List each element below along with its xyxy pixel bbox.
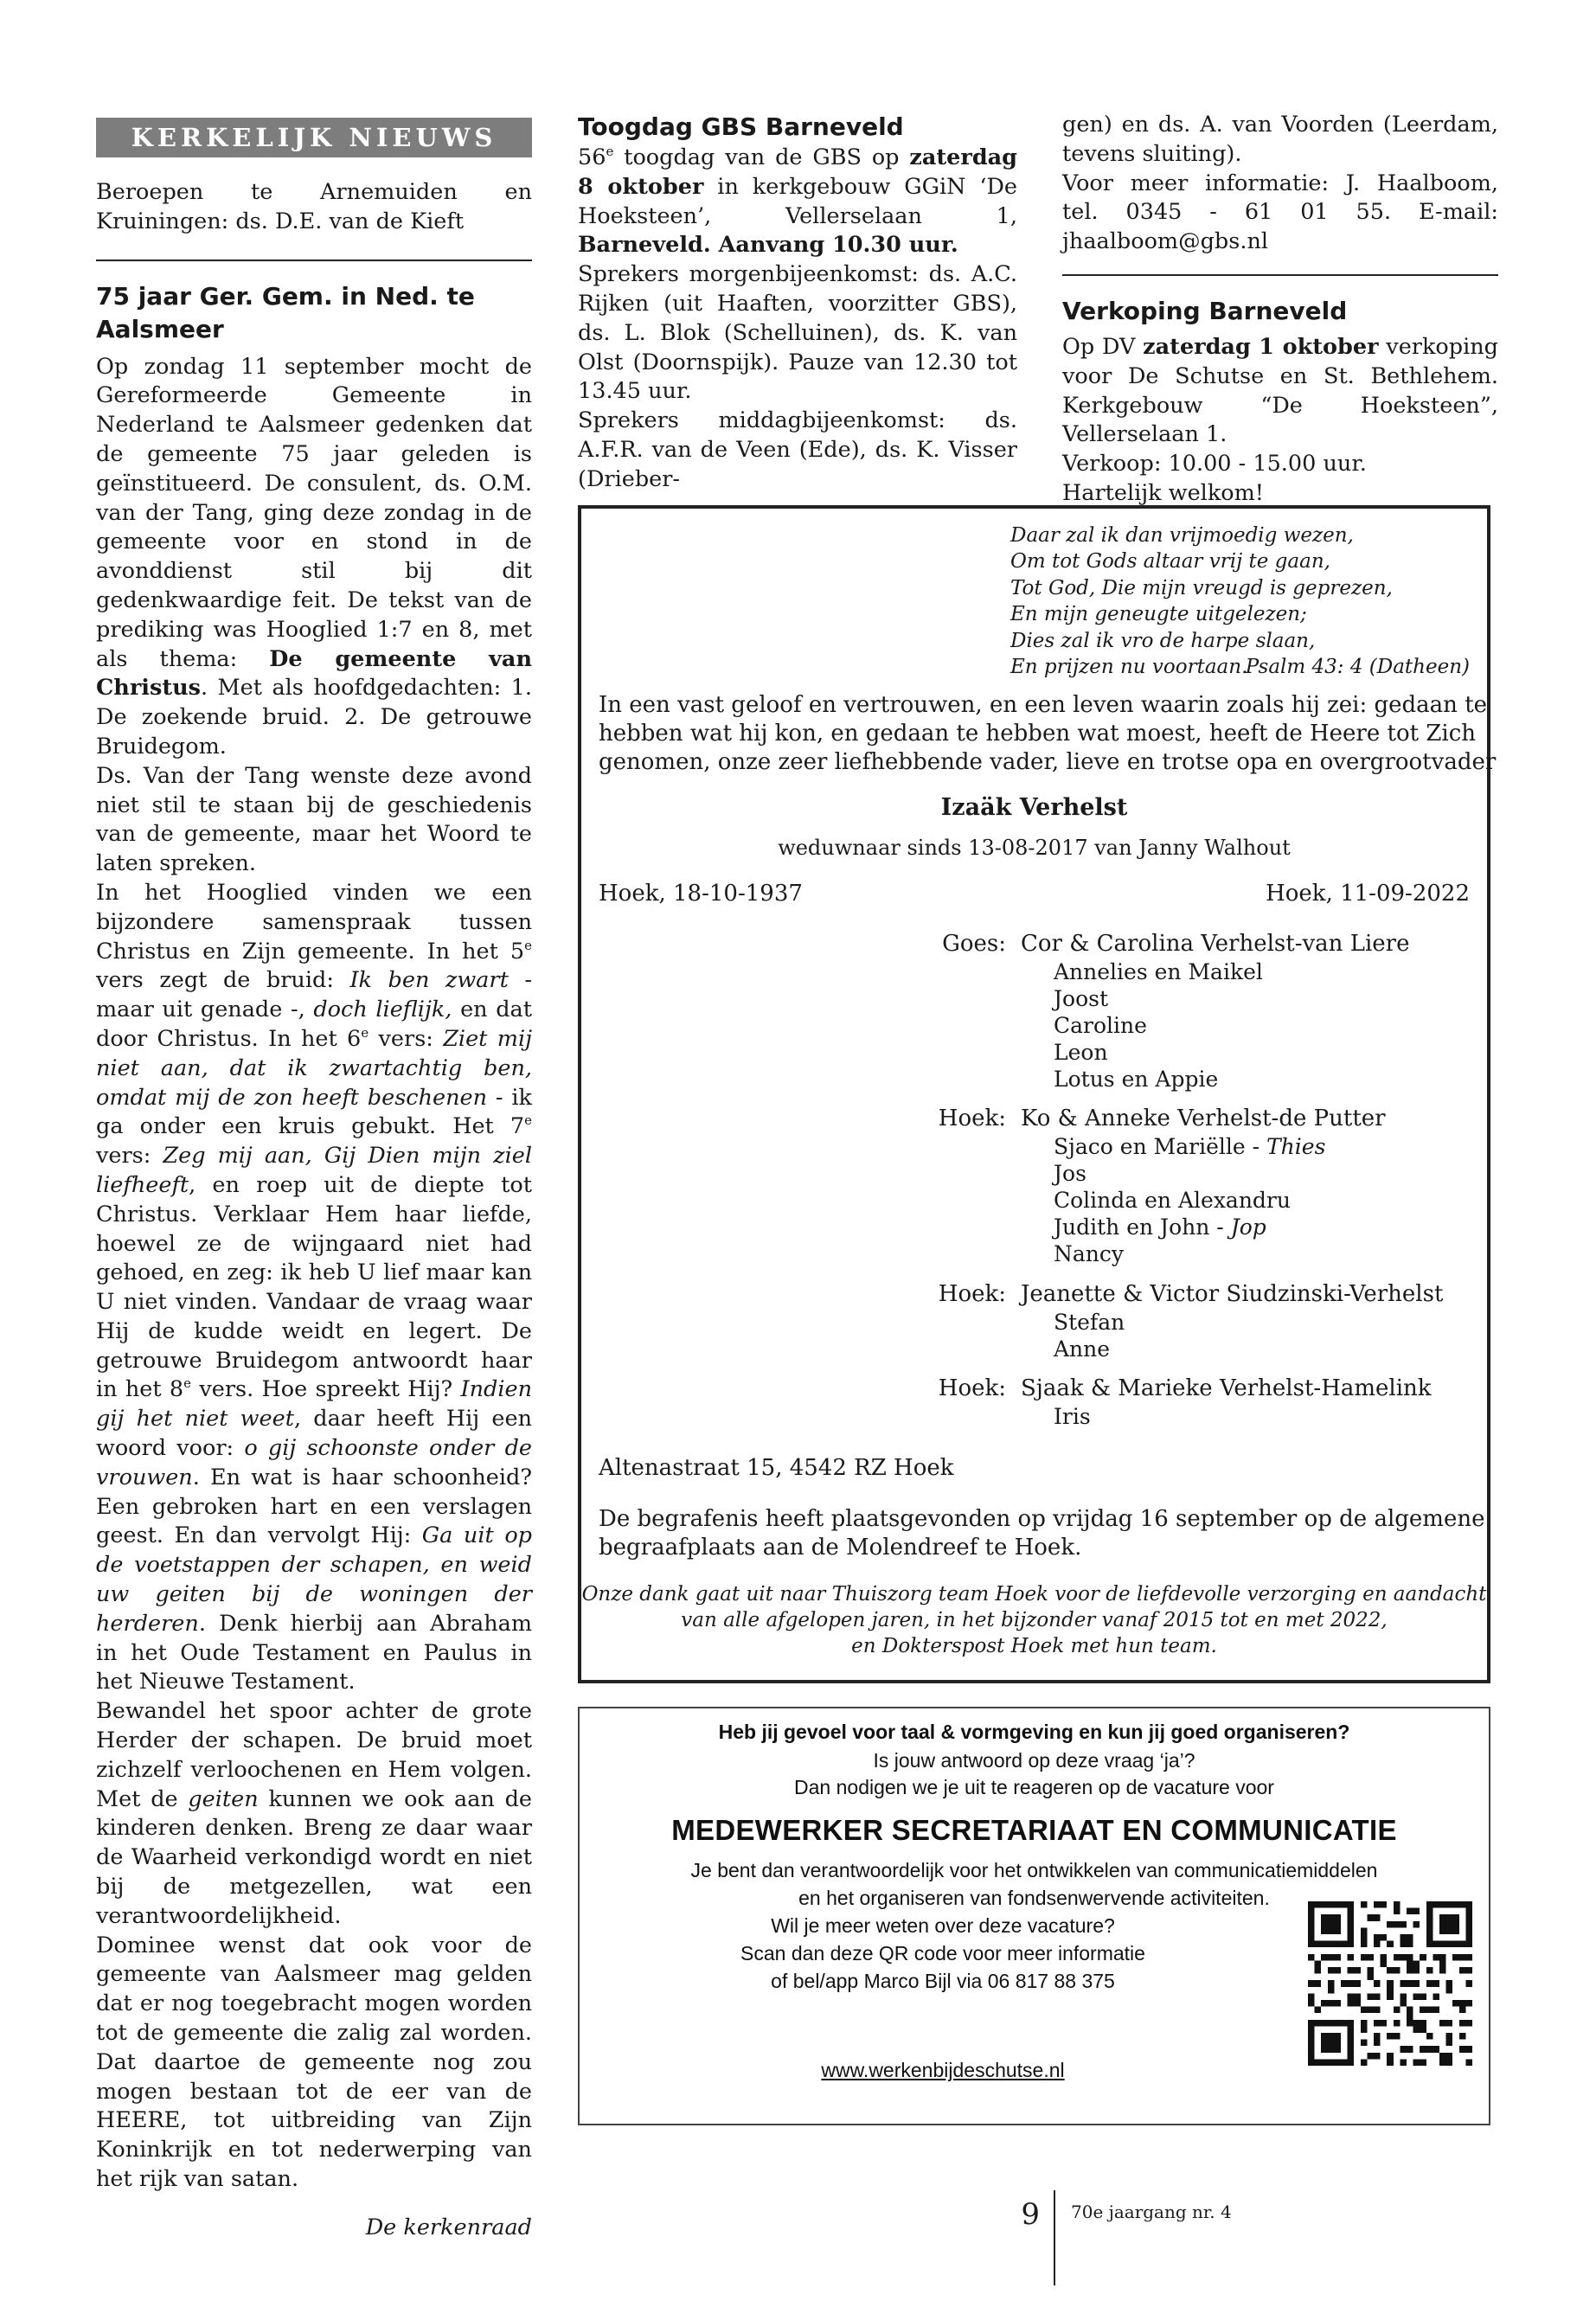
family-place: Hoek: [938, 1281, 1006, 1307]
article-paragraph: In het Hooglied vinden we een bijzondere samenspraak tussen Christus en Zijn gemeente. In het 5e vers zegt de bruid: Ik ben zwart - maar uit genade -, doch lieflijk, en dat door Christus. In het 6e vers: Ziet mij niet aan, dat ik zwartachtig ben, omdat mij de zon heeft beschenen - ik ga onder een kruis gebukt. Het 7e vers: Zeg mij aan, Gij Dien mijn ziel liefheeft, en roep uit de diepte tot Christus. Verklaar Hem haar liefde, hoewel ze de wijngaard niet had gehoed, en zeg: ik heb U lief maar kan U niet vinden. Vandaar de vraag waar Hij de kudde weidt en legert. De getrouwe Bruidegom antwoordt haar in het 8e vers. Hoe spreekt Hij? Indien gij het niet weet, daar heeft Hij een woord voor: o gij schoonste onder de vrouwen. En wat is haar schoonheid? Een gebroken hart en een verslagen geest. En dan vervolgt Hij: Ga uit op de voetstappen der schapen, en weid uw geiten bij de woningen der herderen. Denk hierbij aan Abraham in het Oude Testament en Paulus in het Nieuwe Testament. [96, 879, 533, 1695]
family-member: Jos [1054, 1161, 1086, 1186]
poem-line: Daar zal ik dan vrijmoedig wezen, [1010, 524, 1354, 547]
family-place: Goes: [942, 931, 1006, 957]
toogdag-speakers-afternoon: Sprekers middagbijeenkomst: ds. A.F.R. van de Veen (Ede), ds. K. Visser (Drieber- [578, 407, 1017, 492]
thanks-note: Onze dank gaat uit naar Thuiszorg team Hoek voor de liefdevolle verzorging en aandacht [581, 1583, 1487, 1606]
family-member: Annelies en Maikel [1054, 959, 1263, 984]
poem-line: Dies zal ik vro de harpe slaan, [1010, 630, 1316, 652]
column-kerkelijk-nieuws [96, 118, 532, 2243]
article-signature: De kerkenraad [365, 2214, 532, 2240]
column-verkoping [1062, 111, 1498, 509]
memorial-notice [578, 505, 1497, 1683]
vacancy-description: Je bent dan verantwoordelijk voor het ontwikkelen van communicatiemiddelen [690, 1859, 1378, 1881]
article-paragraph: Dominee wenst dat ook voor de gemeente van Aalsmeer mag gelden dat er nog toegebracht mogen worden tot de gemeente die zalig zal worden. Dat daartoe de gemeente nog zou mogen bestaan tot de eer van de HEERE, tot uitbreiding van Zijn Koninkrijk en tot nederwerping van het rijk van satan. [96, 1932, 532, 2192]
thanks-note: van alle afgelopen jaren, in het bijzonder vanaf 2015 tot en met 2022, [681, 1609, 1388, 1631]
article-paragraph: Ds. Van der Tang wenste deze avond niet stil te staan bij de geschiedenis van de gemeente, maar het Woord te laten spreken. [96, 762, 532, 877]
article-paragraph: Op zondag 11 september mocht de Gereformeerde Gemeente in Nederland te Aalsmeer gedenken dat de gemeente 75 jaar geleden is geïnstitueerd. De consulent, ds. O.M. van der Tang, ging deze zondag in de gemeente voor en stond in de avonddienst stil bij dit gedenkwaardige feit. De tekst van de prediking was Hooglied 1:7 en 8, met als thema: De gemeente van Christus. Met als hoofdgedachten: 1. De zoekende bruid. 2. De getrouwe Bruidegom. [96, 353, 532, 760]
family-member: Nancy [1054, 1241, 1125, 1266]
family-name: Cor & Carolina Verhelst-van Liere [1021, 931, 1410, 957]
vacancy-description: en het organiseren van fondsenwervende activiteiten. [798, 1887, 1270, 1909]
volume-issue: 70e jaargang nr. 4 [1071, 2202, 1232, 2222]
vacancy-line: Is jouw antwoord op deze vraag ‘ja’? [873, 1749, 1195, 1772]
deceased-name: Izaäk Verhelst [940, 794, 1128, 821]
family-place: Hoek: [938, 1106, 1006, 1131]
poem-line: En mijn geneugte uitgelezen; [1010, 603, 1307, 625]
family-member: Lotus en Appie [1054, 1067, 1219, 1092]
family-member: Stefan [1054, 1310, 1125, 1335]
memorial-intro: In een vast geloof en vertrouwen, en een leven waarin zoals hij zei: gedaan te [599, 692, 1488, 718]
psalm-reference: Psalm 43: 4 (Datheen) [1245, 656, 1470, 678]
funeral-note: begraafplaats aan de Molendreef te Hoek. [599, 1535, 1082, 1561]
widower-line: weduwnaar sinds 13-08-2017 van Janny Walhout [778, 836, 1291, 860]
divider [1062, 274, 1498, 276]
family-member: Anne [1054, 1336, 1111, 1362]
page-number: 9 [1021, 2197, 1040, 2232]
family-member: Judith en John - Jop [1054, 1215, 1266, 1240]
vacancy-url-link[interactable]: www.werkenbijdeschutse.nl [821, 2059, 1065, 2081]
toogdag-contact: Voor meer informatie: J. Haalboom, tel. 0345 - 61 01 55. E-mail: jhaalboom@gbs.nl [1062, 170, 1498, 255]
toogdag-paragraph: 56e toogdag van de GBS op zaterdag 8 oktober in kerkgebouw GGiN ‘De Hoeksteen’, Vellerselaan 1, Barneveld. Aanvang 10.30 uur. [578, 144, 1017, 259]
family-member: Iris [1054, 1404, 1091, 1429]
thanks-note: en Dokterspost Hoek met hun team. [851, 1635, 1217, 1657]
family-member: Joost [1054, 986, 1109, 1011]
vacancy-title: MEDEWERKER SECRETARIAAT EN COMMUNICATIE [671, 1814, 1397, 1846]
birth-place-date: Hoek, 18-10-1937 [599, 881, 803, 907]
family-name: Jeanette & Victor Siudzinski-Verhelst [1021, 1281, 1444, 1307]
beroepen-notice: Beroepen te Arnemuiden en Kruiningen: ds. D.E. van de Kieft [96, 179, 532, 234]
home-address: Altenastraat 15, 4542 RZ Hoek [599, 1455, 954, 1481]
verkoping-hours: Verkoop: 10.00 - 15.00 uur. [1062, 451, 1367, 478]
poem-line: Tot God, Die mijn vreugd is geprezen, [1010, 577, 1393, 599]
family-member: Colinda en Alexandru [1054, 1188, 1291, 1213]
footer-divider [1054, 2190, 1055, 2285]
family-member: Caroline [1054, 1013, 1147, 1038]
divider [96, 260, 532, 261]
vacancy-more-info: Wil je meer weten over deze vacature? [771, 1914, 1115, 1937]
verkoping-welcome: Hartelijk welkom! [1062, 479, 1265, 506]
funeral-note: De begrafenis heeft plaatsgevonden op vrijdag 16 september op de algemene [599, 1506, 1485, 1532]
article-paragraph: Bewandel het spoor achter de grote Herder der schapen. De bruid moet zichzelf verloochenen en Hem volgen. Met de geiten kunnen we ook aan de kinderen denken. Breng ze daar waar de Waarheid verkondigd wordt en niet bij de metgezellen, wat een verantwoordelijkheid. [96, 1698, 532, 1929]
toogdag-speakers-morning: Sprekers morgenbijeenkomst: ds. A.C. Rijken (uit Haaften, voorzitter GBS), ds. L. Blok (Schelluinen), ds. K. van Olst (Doornspijk). Pauze van 12.30 tot 13.45 uur. [578, 261, 1017, 405]
qr-code-icon[interactable] [1308, 1901, 1472, 2066]
vacancy-question: Heb jij gevoel voor taal & vormgeving en kun jij goed organiseren? [718, 1721, 1350, 1743]
rubric-header: KERKELIJK NIEUWS [96, 118, 532, 157]
family-member: Leon [1054, 1040, 1108, 1065]
column-toogdag [578, 111, 1017, 495]
poem-line: En prijzen nu voortaan. [1010, 656, 1248, 678]
memorial-intro: hebben wat hij kon, en gedaan te hebben wat moest, heeft de Heere tot Zich [599, 721, 1477, 747]
vacancy-contact: of bel/app Marco Bijl via 06 817 88 375 [771, 1970, 1115, 1992]
verkoping-title: Verkoping Barneveld [1062, 296, 1348, 325]
poem-line: Om tot Gods altaar vrij te gaan, [1010, 550, 1330, 573]
memorial-intro: genomen, onze zeer liefhebbende vader, lieve en trotse opa en overgrootvader [599, 749, 1497, 775]
family-place: Hoek: [938, 1375, 1006, 1401]
vacancy-more-info: Scan dan deze QR code voor meer informatie [740, 1942, 1145, 1965]
toogdag-title: Toogdag GBS Barneveld [578, 112, 904, 141]
toogdag-continuation: gen) en ds. A. van Voorden (Leerdam, tevens sluiting). [1062, 112, 1498, 167]
vacancy-ad [578, 1707, 1490, 2125]
family-member: Sjaco en Mariëlle - Thies [1054, 1134, 1326, 1159]
verkoping-paragraph: Op DV zaterdag 1 oktober verkoping voor De Schutse en St. Bethlehem. Kerkgebouw “De Hoeksteen”, Vellerselaan 1. [1062, 333, 1499, 448]
family-name: Ko & Anneke Verhelst-de Putter [1021, 1106, 1386, 1131]
death-place-date: Hoek, 11-09-2022 [1266, 881, 1470, 907]
article-title: 75 jaar Ger. Gem. in Ned. te Aalsmeer [96, 281, 475, 343]
family-name: Sjaak & Marieke Verhelst-Hamelink [1021, 1375, 1432, 1401]
vacancy-line: Dan nodigen we je uit te reageren op de vacature voor [794, 1776, 1274, 1798]
